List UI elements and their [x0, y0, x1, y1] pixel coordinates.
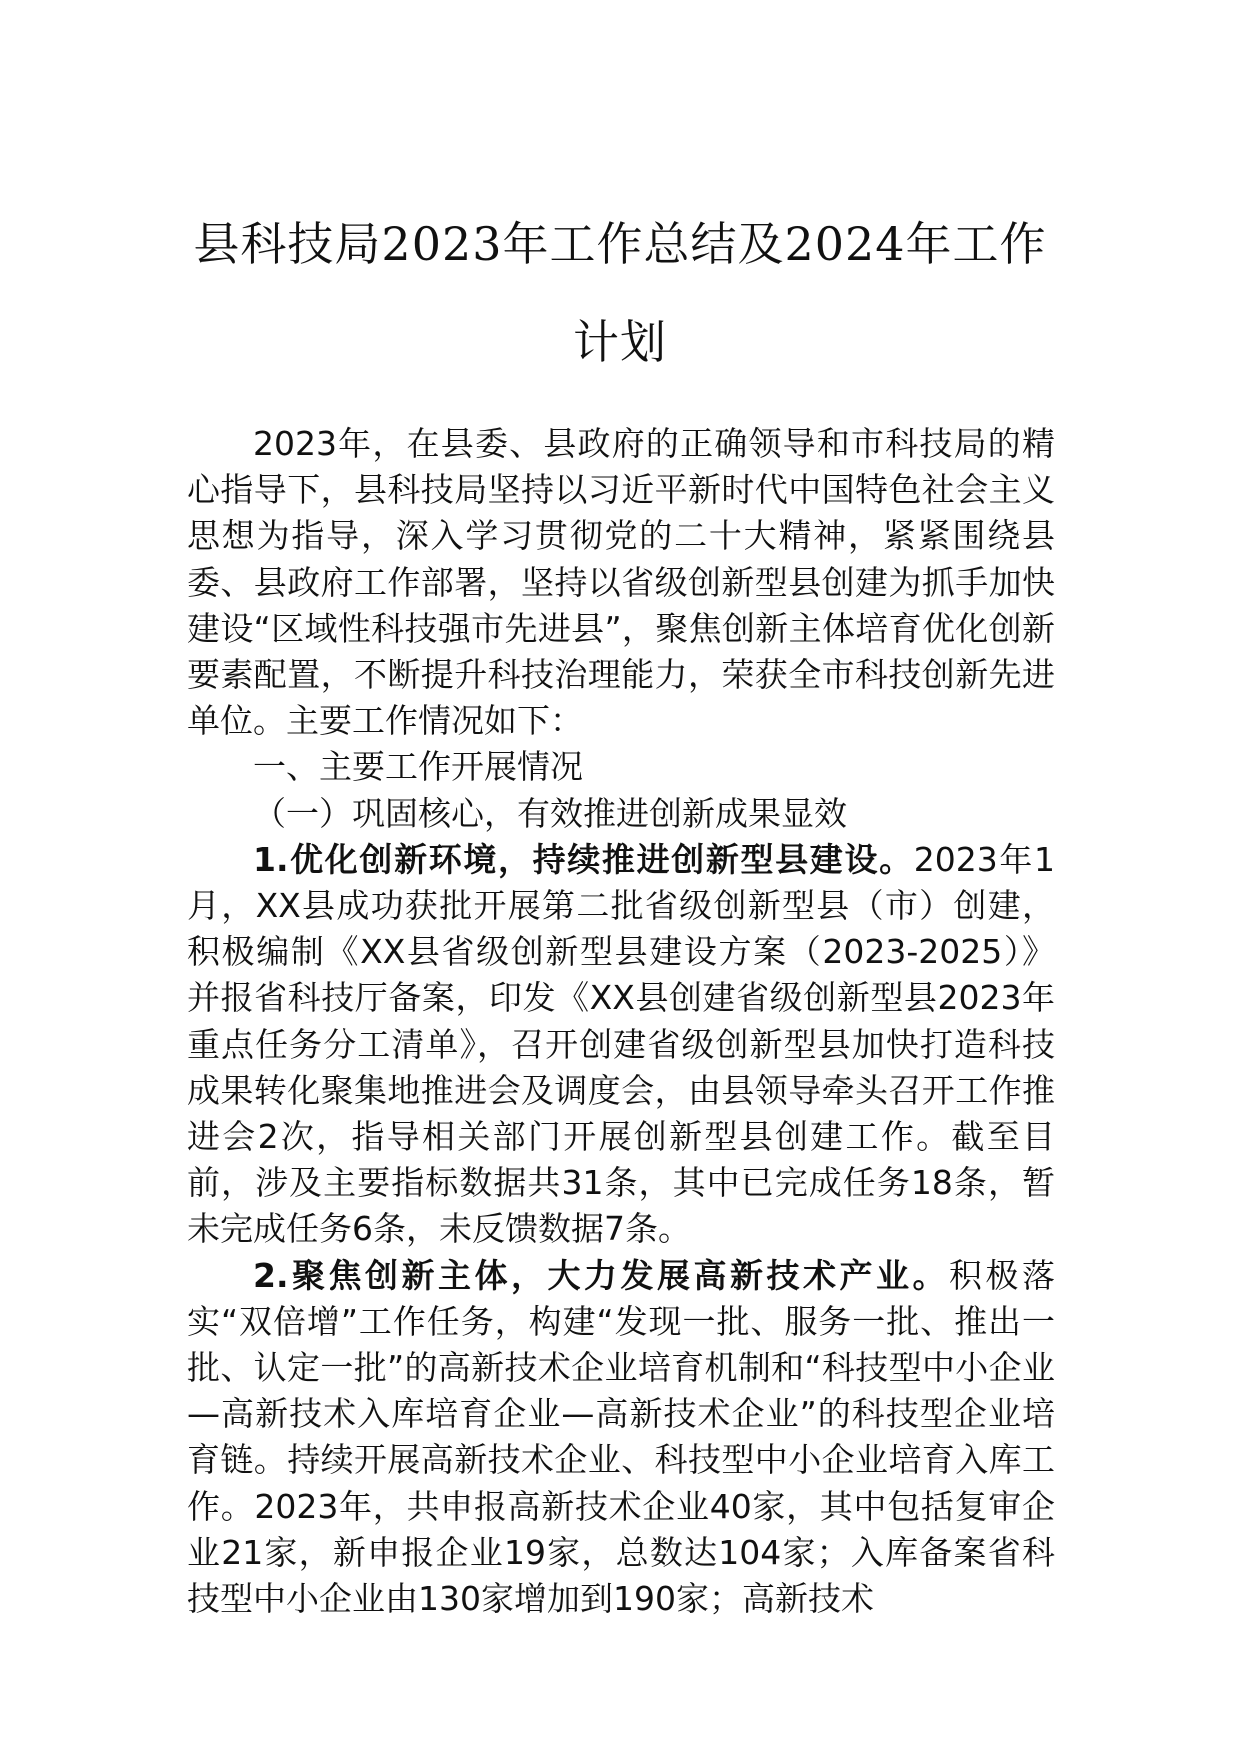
- document-body: [187, 421, 1055, 1622]
- item-1-text: 2023年1月，XX县成功获批开展第二批省级创新型县（市）创建，积极编制《XX县省级创新型县建设方案（2023-2025）》并报省科技厅备案，印发《XX县创建省级创新型县2023年重点任务分工清单》，召开创建省级创新型县加快打造科技成果转化聚集地推进会及调度会，由县领导牵头召开工作推进会2次，指导相关部门开展创新型县创建工作。截至目前，涉及主要指标数据共31条，其中已完成任务18条，暂未完成任务6条，未反馈数据7条。: [187, 839, 1055, 1249]
- paragraph-item-2: [187, 1253, 1055, 1623]
- item-2-lead: 2.聚焦创新主体，大力发展高新技术产业。: [253, 1255, 949, 1295]
- paragraph-item-1: [187, 837, 1055, 1253]
- item-1-lead: 1.优化创新环境，持续推进创新型县建设。: [253, 839, 914, 879]
- page-title: 县科技局2023年工作总结及2024年工作计划: [193, 217, 1047, 369]
- intro-paragraph: 2023年，在县委、县政府的正确领导和市科技局的精心指导下，县科技局坚持以习近平新时代中国特色社会主义思想为指导，深入学习贯彻党的二十大精神，紧紧围绕县委、县政府工作部署，坚持以省级创新型县创建为抓手加快建设“区域性科技强市先进县”，聚焦创新主体培育优化创新要素配置，不断提升科技治理能力，荣获全市科技创新先进单位。主要工作情况如下：: [187, 424, 1055, 741]
- item-2-text: 积极落实“双倍增”工作任务，构建“发现一批、服务一批、推出一批、认定一批”的高新技术企业培育机制和“科技型中小企业—高新技术入库培育企业—高新技术企业”的科技型企业培育链。持续开展高新技术企业、科技型中小企业培育入库工作。2023年，共申报高新技术企业40家，其中包括复审企业21家，新申报企业19家，总数达104家；入库备案省科技型中小企业由130家增加到190家；高新技术: [187, 1255, 1055, 1619]
- subsection-heading: （一）巩固核心，有效推进创新成果显效: [253, 793, 847, 833]
- section-heading: 一、主要工作开展情况: [253, 747, 583, 787]
